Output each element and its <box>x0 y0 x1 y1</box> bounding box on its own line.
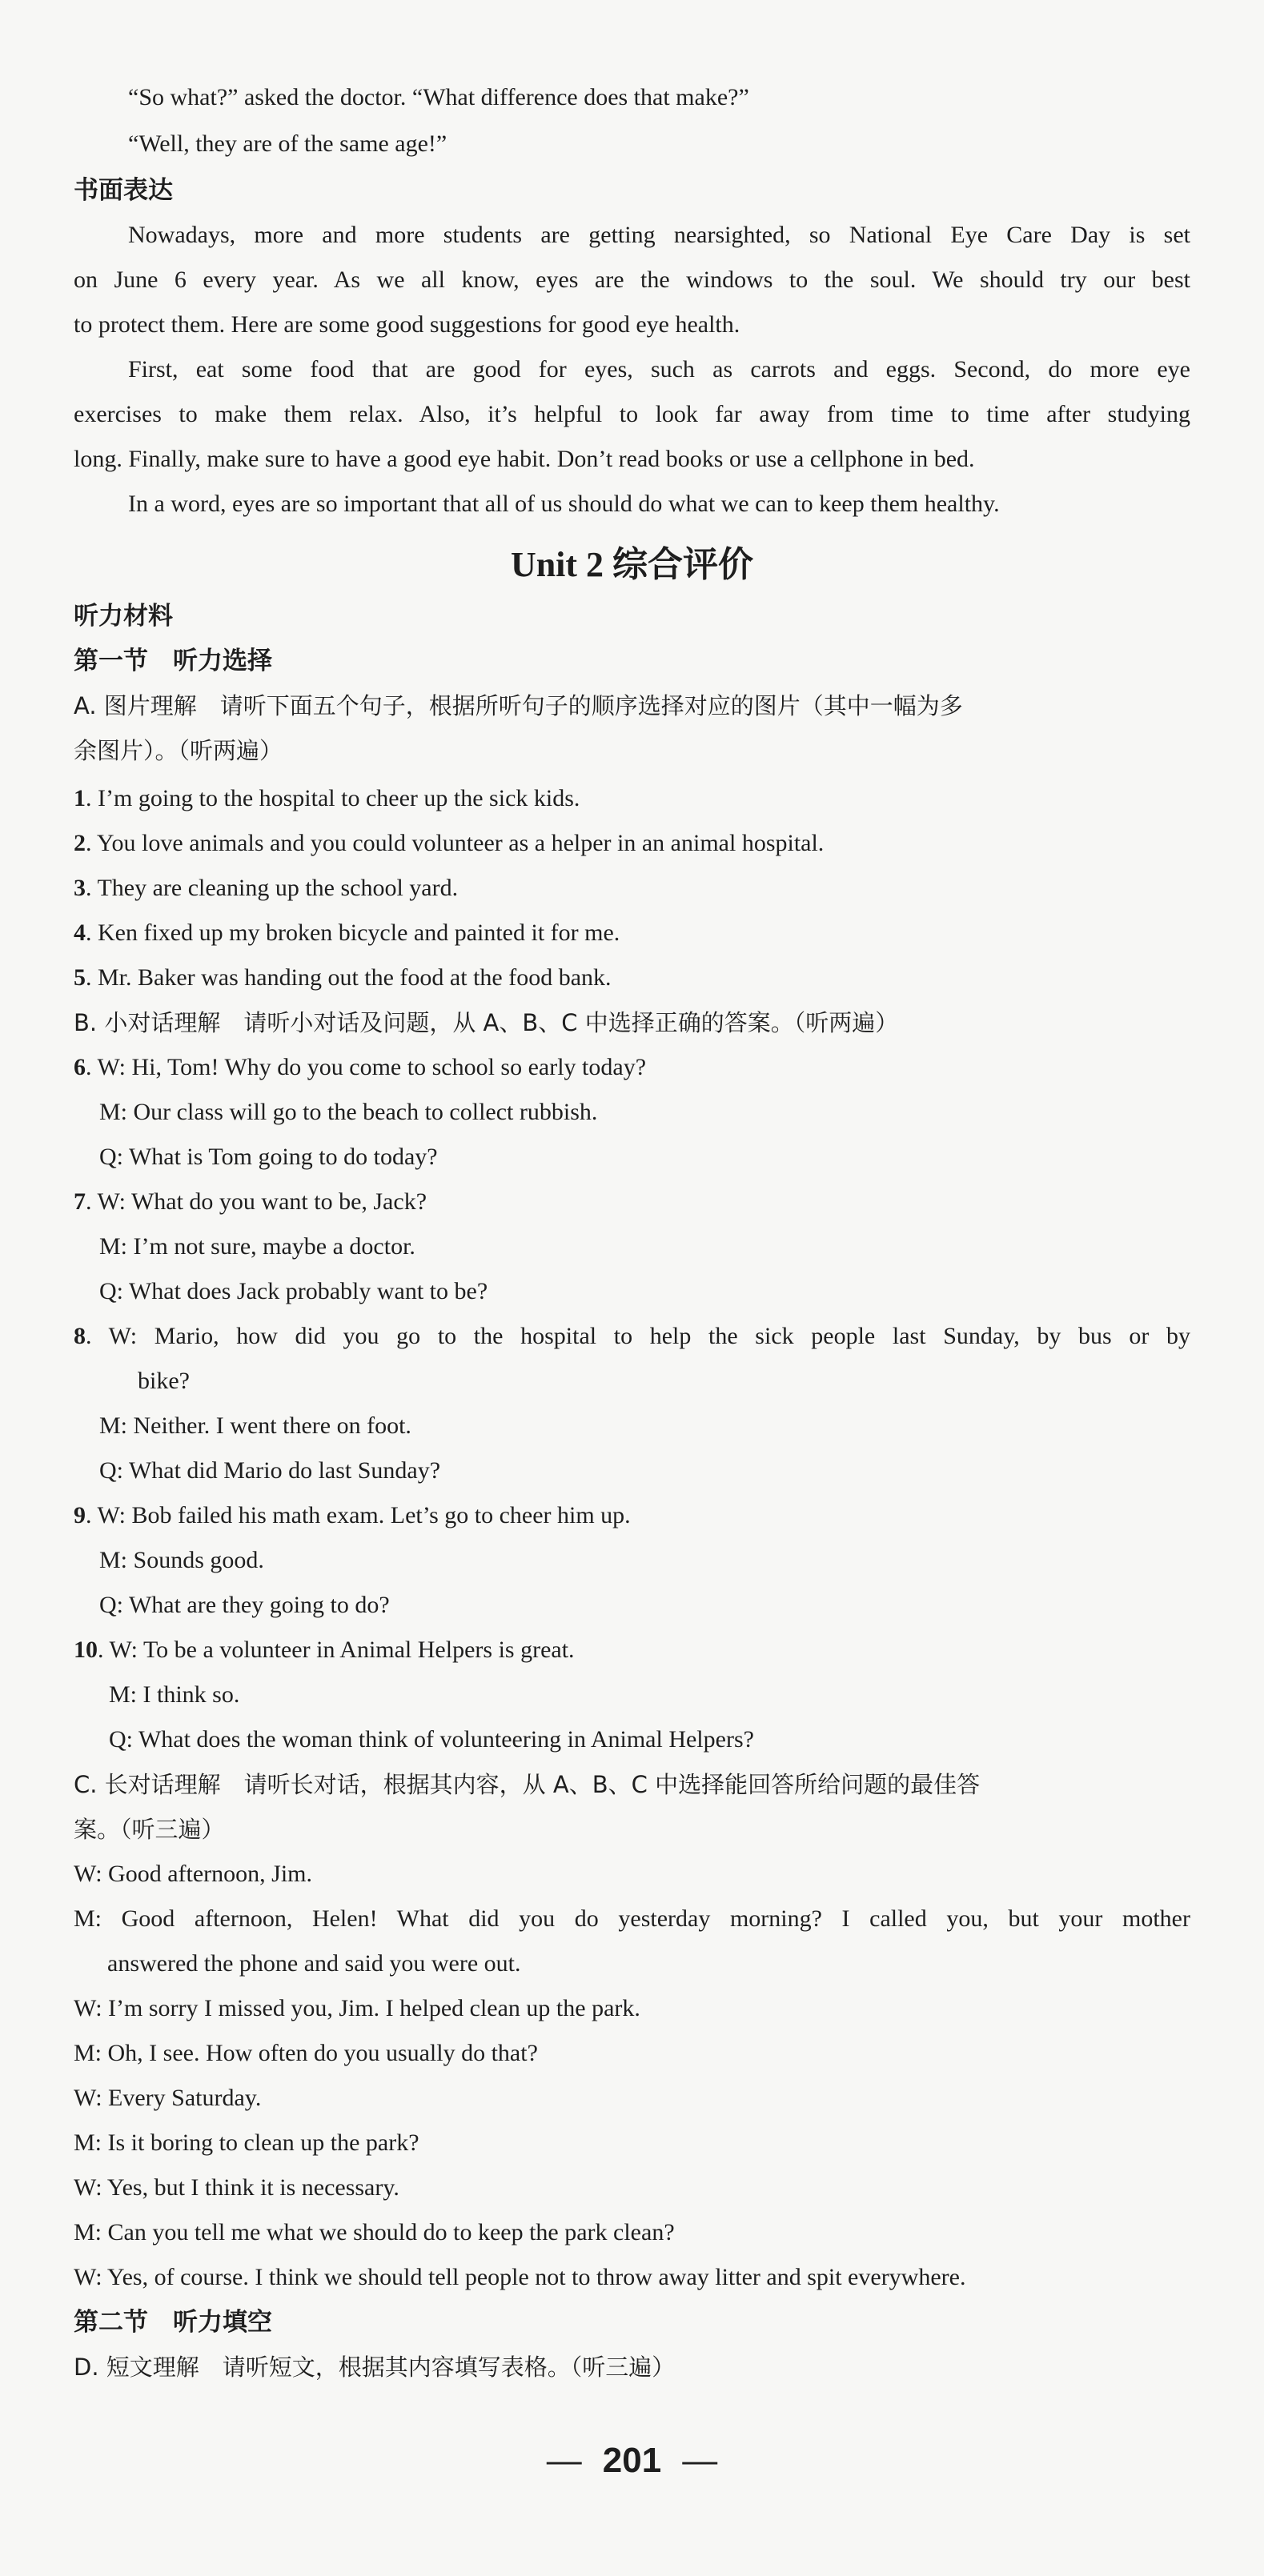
intro-line-2: “Well, they are of the same age!” <box>128 130 447 157</box>
partA-instruction-cont: 余图片）。（听两遍） <box>74 737 283 764</box>
intro-line-1: “So what?” asked the doctor. “What difference does that make?” <box>128 84 749 110</box>
q6-question: Q: What is Tom going to do today? <box>99 1144 438 1170</box>
partD-instruction: D. 短文理解 请听短文，根据其内容填写表格。（听三遍） <box>74 2354 676 2381</box>
partA-item: 2. You love animals and you could volunteer as a helper in an animal hospital. <box>74 830 825 856</box>
partC-instruction-cont: 案。（听三遍） <box>74 1816 225 1843</box>
dialogue-line: answered the phone and said you were out. <box>107 1950 521 1977</box>
page-number-dash-right: — <box>682 2441 718 2480</box>
partA-item: 1. I’m going to the hospital to cheer up the sick kids. <box>74 785 580 811</box>
q7-woman: 7. W: What do you want to be, Jack? <box>74 1188 427 1215</box>
page-number-dash-left: — <box>546 2441 582 2480</box>
q9-man: M: Sounds good. <box>99 1547 264 1573</box>
q8-woman: 8. W: Mario, how did you go to the hospital to help the sick people last Sunday, by bus or by <box>74 1323 1190 1349</box>
q9-woman: 9. W: Bob failed his math exam. Let’s go to cheer him up. <box>74 1502 631 1528</box>
dialogue-line: W: Good afternoon, Jim. <box>74 1861 312 1887</box>
dialogue-line: M: Can you tell me what we should do to keep the park clean? <box>74 2219 675 2245</box>
partA-item: 5. Mr. Baker was handing out the food at the food bank. <box>74 964 612 991</box>
q10-question: Q: What does the woman think of volunteering in Animal Helpers? <box>109 1726 754 1753</box>
partA-instruction: A. 图片理解 请听下面五个句子，根据所听句子的顺序选择对应的图片（其中一幅为多 <box>74 692 963 719</box>
q8-woman-cont: bike? <box>138 1368 190 1394</box>
dialogue-line: M: Oh, I see. How often do you usually do that? <box>74 2040 538 2066</box>
writing-line: to protect them. Here are some good suggestions for good eye health. <box>74 311 740 338</box>
dialogue-line: M: Is it boring to clean up the park? <box>74 2129 419 2156</box>
page-number <box>0 2441 1264 2481</box>
q6-woman: 6. W: Hi, Tom! Why do you come to school so early today? <box>74 1054 647 1080</box>
q10-woman: 10. W: To be a volunteer in Animal Helpers is great. <box>74 1637 575 1663</box>
section1-heading: 第一节 听力选择 <box>74 647 272 675</box>
q7-man: M: I’m not sure, maybe a doctor. <box>99 1233 415 1260</box>
partC-instruction: C. 长对话理解 请听长对话，根据其内容，从 A、B、C 中选择能回答所给问题的最佳答 <box>74 1771 981 1798</box>
writing-line: In a word, eyes are so important that all of us should do what we can to keep them healthy. <box>128 491 1000 517</box>
q6-man: M: Our class will go to the beach to collect rubbish. <box>99 1099 598 1125</box>
listening-heading: 听力材料 <box>74 602 173 631</box>
dialogue-line: W: I’m sorry I missed you, Jim. I helped clean up the park. <box>74 1995 640 2021</box>
partA-item: 4. Ken fixed up my broken bicycle and painted it for me. <box>74 919 620 946</box>
unit-title: Unit 2 综合评价 <box>510 545 754 584</box>
dialogue-line: W: Yes, but I think it is necessary. <box>74 2174 399 2201</box>
q10-man: M: I think so. <box>109 1681 240 1708</box>
q7-question: Q: What does Jack probably want to be? <box>99 1278 488 1304</box>
partA-item: 3. They are cleaning up the school yard. <box>74 875 459 901</box>
writing-line: on June 6 every year. As we all know, eyes are the windows to the soul. We should try our best <box>74 266 1190 293</box>
q9-question: Q: What are they going to do? <box>99 1592 390 1618</box>
writing-line: First, eat some food that are good for eyes, such as carrots and eggs. Second, do more eye <box>128 356 1190 383</box>
dialogue-line: W: Every Saturday. <box>74 2085 262 2111</box>
writing-line: long. Finally, make sure to have a good eye habit. Don’t read books or use a cellphone in bed. <box>74 446 975 472</box>
dialogue-line: W: Yes, of course. I think we should tell people not to throw away litter and spit everywhere. <box>74 2264 966 2290</box>
partB-instruction: B. 小对话理解 请听小对话及问题，从 A、B、C 中选择正确的答案。（听两遍） <box>74 1009 899 1036</box>
page-number-value: 201 <box>602 2441 662 2480</box>
q8-question: Q: What did Mario do last Sunday? <box>99 1457 441 1484</box>
q8-man: M: Neither. I went there on foot. <box>99 1412 411 1439</box>
dialogue-line: M: Good afternoon, Helen! What did you do yesterday morning? I called you, but your mother <box>74 1905 1190 1932</box>
section2-heading: 第二节 听力填空 <box>74 2308 272 2337</box>
writing-heading: 书面表达 <box>74 176 173 205</box>
writing-line: exercises to make them relax. Also, it’s helpful to look far away from time to time after studying <box>74 401 1190 427</box>
writing-line: Nowadays, more and more students are getting nearsighted, so National Eye Care Day is set <box>128 222 1190 248</box>
